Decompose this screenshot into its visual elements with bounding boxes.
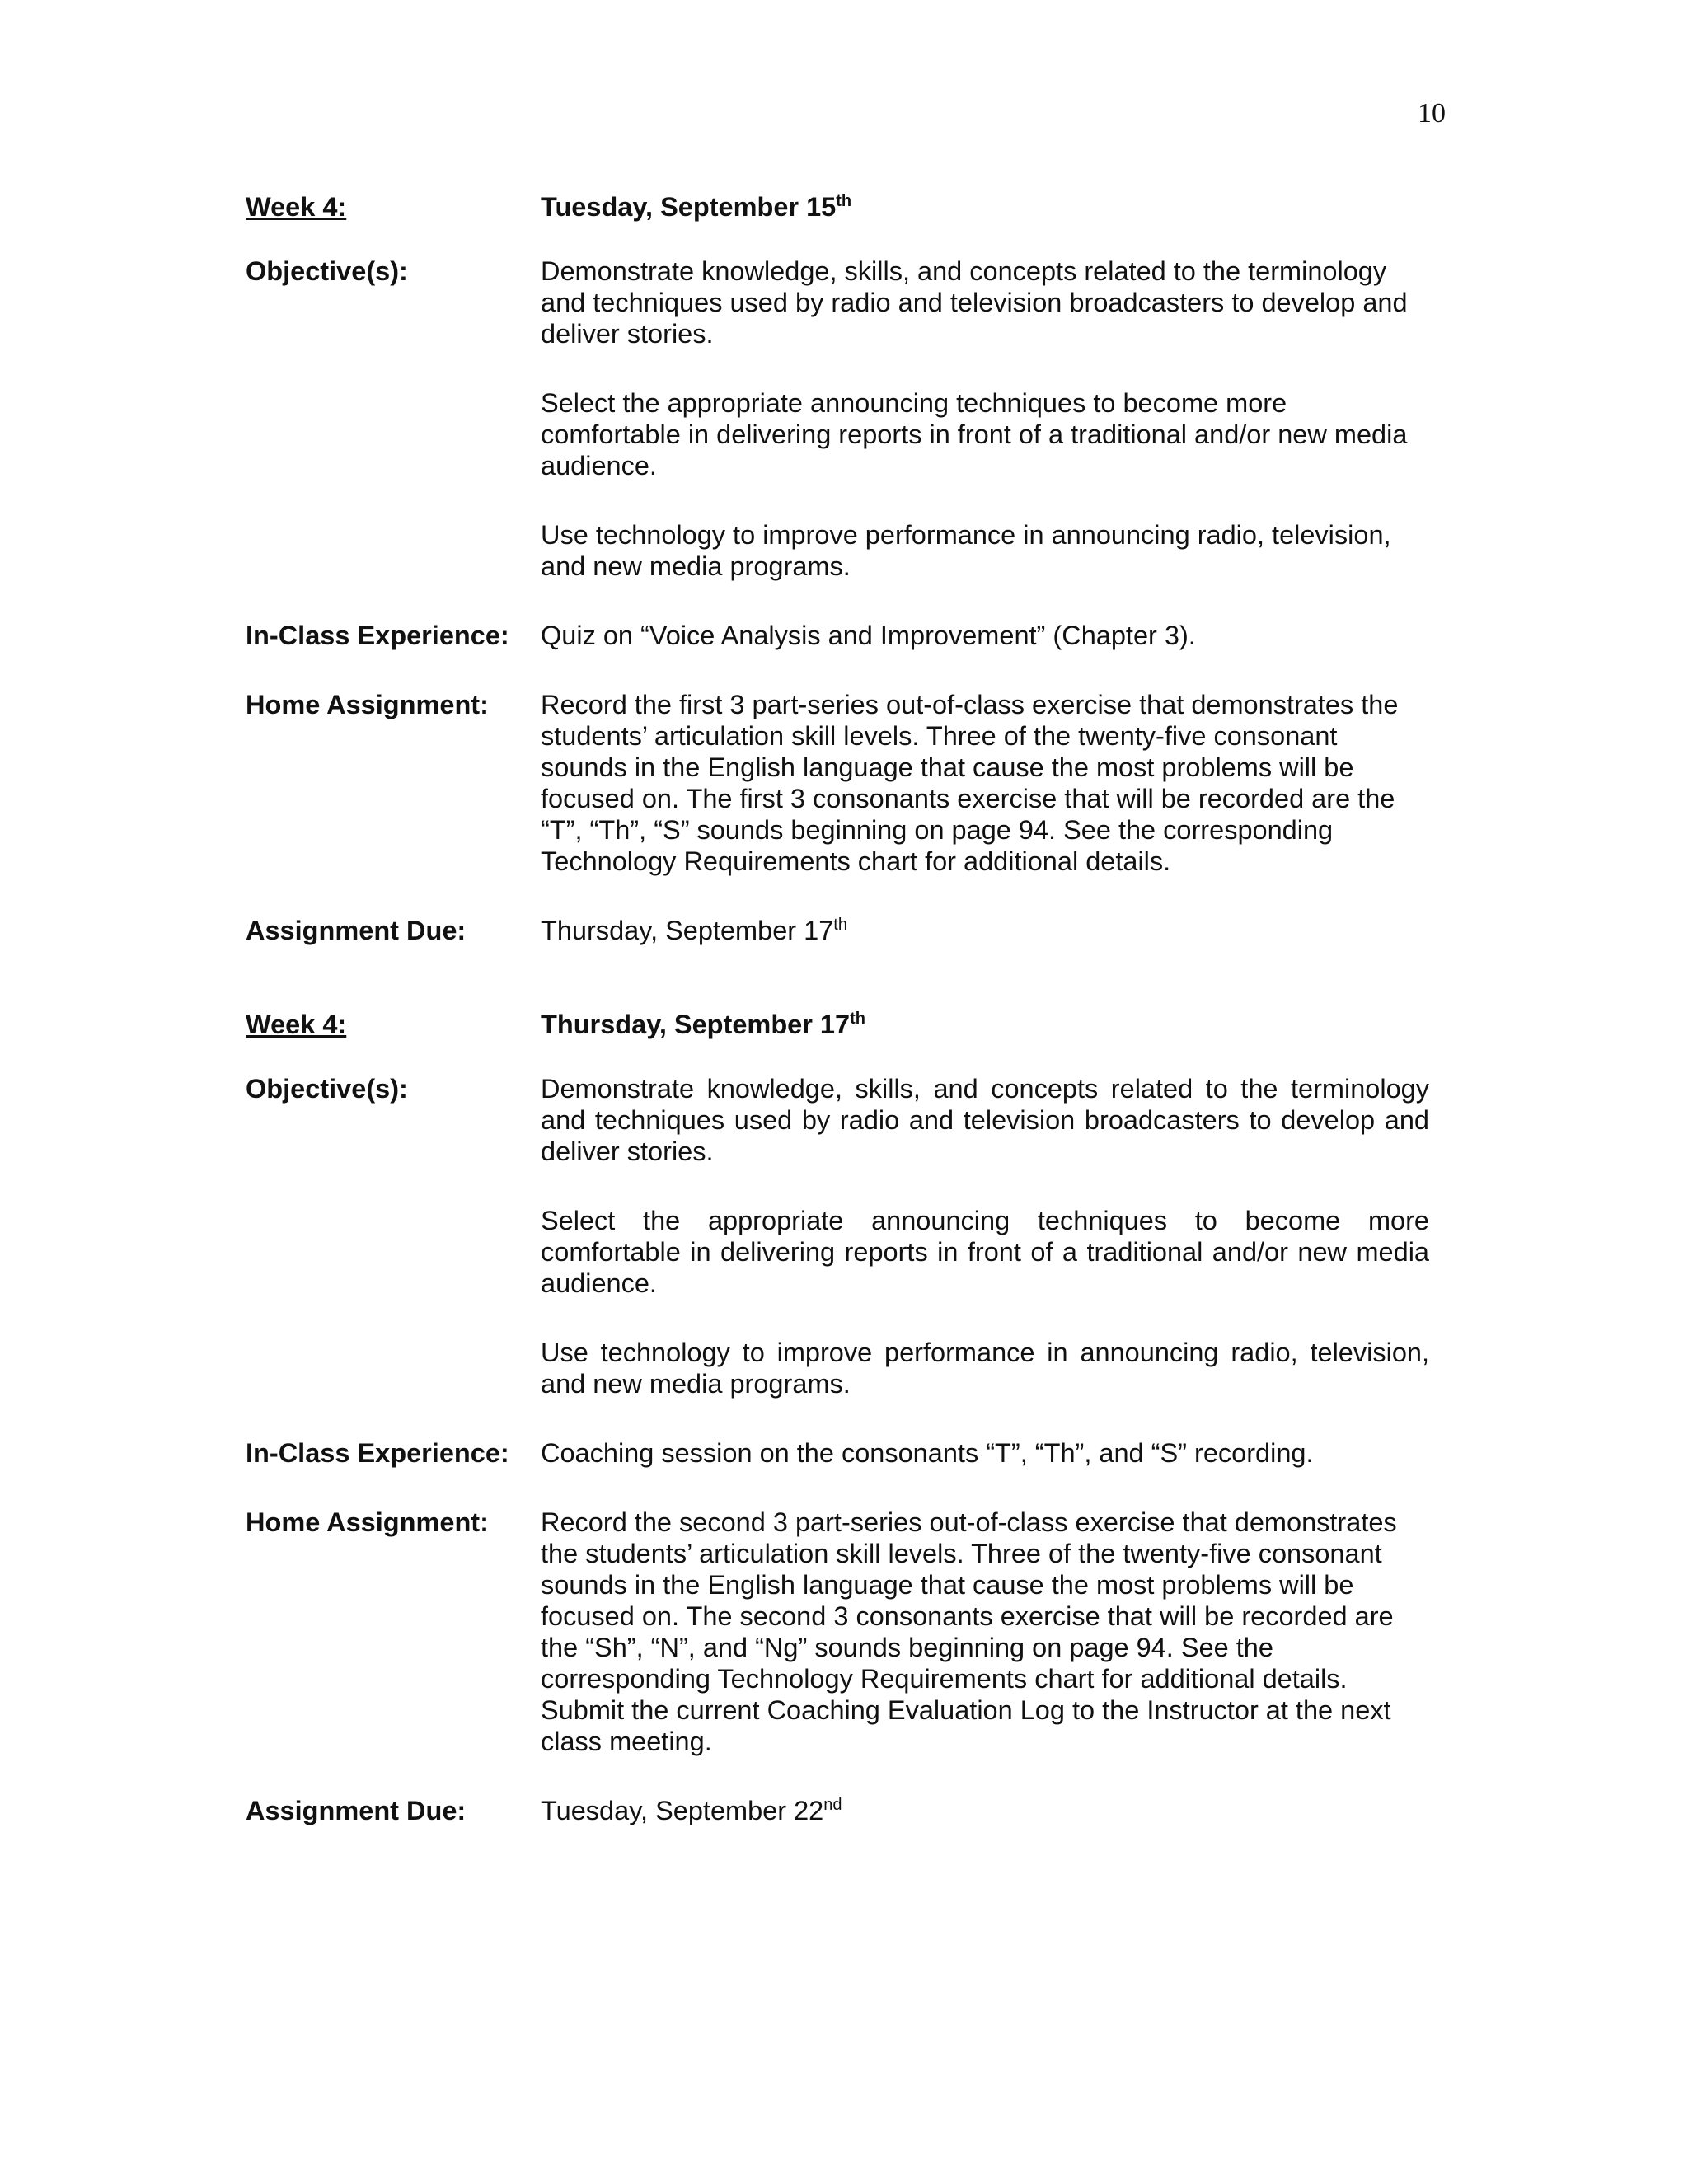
week-heading-row <box>246 1009 1429 1040</box>
assignment-due-date <box>541 915 1429 946</box>
session-thursday <box>246 1009 1429 1826</box>
session-date-suffix: th <box>836 192 852 211</box>
in-class-text: Quiz on “Voice Analysis and Improvement” (Chapter 3). <box>541 621 1196 650</box>
week-label: Week 4: <box>246 192 347 222</box>
assignment-due-label: Assignment Due: <box>246 1796 467 1825</box>
objective-item: Demonstrate knowledge, skills, and concepts related to the terminology and techniques used by radio and television broadcasters to develop and deliver stories. <box>541 1074 1429 1166</box>
objectives-label: Objective(s): <box>246 256 408 286</box>
session-date <box>541 191 1429 223</box>
session-date-text: Tuesday, September 15 <box>541 192 837 222</box>
in-class-row <box>246 1437 1429 1469</box>
in-class-label: In-Class Experience: <box>246 1438 509 1468</box>
session-date-text: Thursday, September 17 <box>541 1010 851 1039</box>
objective-item: Use technology to improve performance in announcing radio, television, and new media programs. <box>541 1338 1429 1399</box>
session-date-suffix: th <box>850 1010 865 1029</box>
objective-item: Demonstrate knowledge, skills, and concepts related to the terminology and techniques used by radio and television broadcasters to develop and deliver stories. <box>541 256 1408 349</box>
objectives-list <box>541 1073 1429 1399</box>
week-heading-row <box>246 191 1429 223</box>
objective-item: Use technology to improve performance in announcing radio, television, and new media programs. <box>541 520 1391 581</box>
home-assignment-row <box>246 1507 1429 1757</box>
objectives-row <box>246 255 1429 582</box>
assignment-due-date <box>541 1795 1429 1826</box>
objectives-list <box>541 255 1429 582</box>
assignment-due-suffix: th <box>833 916 847 935</box>
in-class-text: Coaching session on the consonants “T”, “Th”, and “S” recording. <box>541 1438 1314 1468</box>
in-class-label: In-Class Experience: <box>246 621 509 650</box>
home-assignment-row <box>246 689 1429 877</box>
assignment-due-row <box>246 915 1429 946</box>
objectives-label: Objective(s): <box>246 1074 408 1104</box>
home-assignment-label: Home Assignment: <box>246 1507 489 1537</box>
syllabus-content <box>246 191 1429 1826</box>
objective-item: Select the appropriate announcing techniques to become more comfortable in delivering reports in front of a traditional and/or new media audience. <box>541 1206 1429 1298</box>
session-tuesday <box>246 191 1429 946</box>
assignment-due-text: Tuesday, September 22 <box>541 1796 824 1825</box>
assignment-due-suffix: nd <box>823 1796 842 1815</box>
objectives-row <box>246 1073 1429 1399</box>
objective-item: Select the appropriate announcing techniques to become more comfortable in delivering reports in front of a traditional and/or new media audience. <box>541 388 1408 480</box>
session-date <box>541 1009 1429 1040</box>
week-label: Week 4: <box>246 1010 347 1039</box>
home-assignment-text: Record the first 3 part-series out-of-class exercise that demonstrates the students’ articulation skill levels. Three of the twenty-five consonant sounds in the English language that cause the most problems will be focused on. The first 3 consonants exercise that will be recorded are the “T”, “Th”, “S” sounds beginning on page 94. See the corresponding Technology Requirements chart for additional details. <box>541 690 1399 876</box>
assignment-due-label: Assignment Due: <box>246 916 467 945</box>
assignment-due-row <box>246 1795 1429 1826</box>
page-number: 10 <box>1418 98 1446 129</box>
home-assignment-label: Home Assignment: <box>246 690 489 719</box>
in-class-row <box>246 620 1429 651</box>
home-assignment-text: Record the second 3 part-series out-of-class exercise that demonstrates the students’ articulation skill levels. Three of the twenty-five consonant sounds in the English language that cause the most problems will be focused on. The second 3 consonants exercise that will be recorded are the “Sh”, “N”, and “Ng” sounds beginning on page 94. See the corresponding Technology Requirements chart for additional details. Submit the current Coaching Evaluation Log to the Instructor at the next class meeting. <box>541 1507 1397 1756</box>
assignment-due-text: Thursday, September 17 <box>541 916 834 945</box>
